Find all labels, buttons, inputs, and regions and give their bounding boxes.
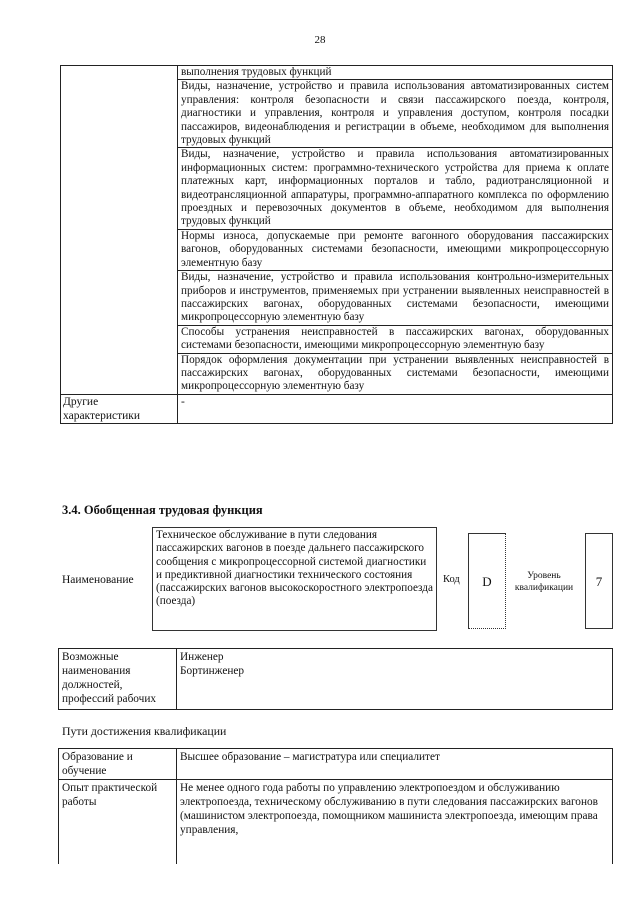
knowledge-item: Виды, назначение, устройство и правила использования автоматизированных информационных систем: программно-технического устройства для приема к оплате платежных карт, информационных порталов и табло, радиотрансляционной и видеотрансляционной аппаратуры, программно-аппаратного комплекса по оформлению проездных и перевозочных документов в объеме, необходимом для выполнения трудовых функций	[178, 148, 613, 229]
level-label: Уровень квалификации	[514, 571, 574, 593]
education-value: Высшее образование – магистратура или специалитет	[177, 749, 613, 780]
knowledge-item: Нормы износа, допускаемые при ремонте вагонного оборудования пассажирских вагонов, оборудованных системами безопасности, имеющими микропроцессорную элементную базу	[178, 229, 613, 270]
table-row	[59, 780, 613, 865]
code-value: D	[468, 533, 506, 629]
other-characteristics-label: Другие характеристики	[61, 394, 178, 423]
table-row	[61, 66, 613, 80]
position-item: Бортинженер	[180, 665, 245, 677]
name-value: Техническое обслуживание в пути следования пассажирских вагонов в поезде дальнего пассажирского сообщения с микропроцессорной системой диагностики и предиктивной диагностики технического состояния (пассажирских вагонов высокоскоростного электропоезда (поезда)	[152, 527, 437, 631]
experience-value: Не менее одного года работы по управлению электропоездом и обслуживанию электропоезда, техническому обслуживанию в пути следования пассажирских вагонов (машинистом электропоезда, помощником машиниста электропоезда, имеющим права управления,	[177, 780, 613, 865]
knowledge-item: Виды, назначение, устройство и правила использования контрольно-измерительных приборов и инструментов, применяемых при устранении выявленных неисправностей в пассажирских вагонах, оборудованных системами безопасности, имеющими микропроцессорную элементную базу	[178, 271, 613, 326]
education-label: Образование и обучение	[59, 749, 177, 780]
positions-table	[58, 648, 613, 710]
table-row	[59, 749, 613, 780]
level-value: 7	[585, 533, 613, 629]
ways-title: Пути достижения квалификации	[62, 724, 227, 738]
page-number: 28	[314, 34, 326, 46]
positions-label: Возможные наименования должностей, профессий рабочих	[59, 649, 177, 710]
table-row	[59, 649, 613, 710]
code-label: Код	[443, 574, 460, 585]
experience-label: Опыт практической работы	[59, 780, 177, 865]
knowledge-item: Способы устранения неисправностей в пассажирских вагонах, оборудованных системами безопасности, имеющими микропроцессорную элементную базу	[178, 325, 613, 353]
knowledge-item: Порядок оформления документации при устранении выявленных неисправностей в пассажирских вагонах, оборудованных системами безопасности, имеющими микропроцессорную элементную базу	[178, 353, 613, 394]
other-characteristics-value: -	[178, 394, 613, 423]
knowledge-table	[60, 65, 613, 424]
qualification-table	[58, 748, 613, 864]
table-cell-empty	[61, 66, 178, 395]
name-label: Наименование	[62, 574, 134, 586]
knowledge-item: Виды, назначение, устройство и правила использования автоматизированных систем управления: контроля безопасности и связи пассажирского поезда, контроля, диагностики и управления, контроля и управления доступом, контроля посадки пассажиров, видеонаблюдения и регистрации в объеме, необходимом для выполнения трудовых функций	[178, 80, 613, 148]
positions-values	[177, 649, 613, 710]
section-title: 3.4. Обобщенная трудовая функция	[62, 503, 263, 517]
position-item: Инженер	[180, 651, 224, 663]
knowledge-item: выполнения трудовых функций	[178, 66, 613, 80]
table-row	[61, 394, 613, 423]
